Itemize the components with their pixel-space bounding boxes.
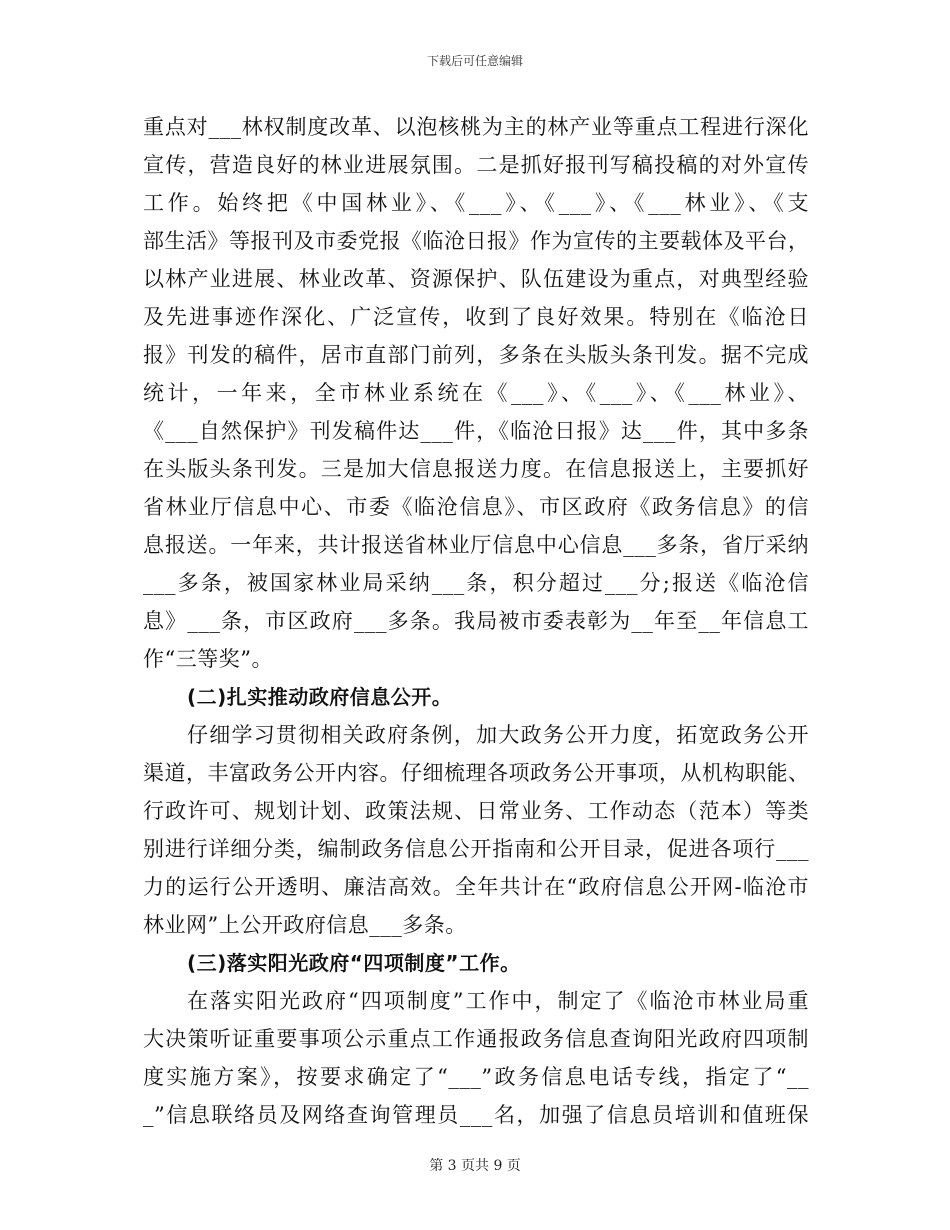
body-line: 《___自然保护》刊发稿件达___件，《临沧日报》达___件，其中多条 [143,419,809,443]
body-line: 作“三等奖”。 [143,647,273,671]
body-line: 部生活》等报刊及市委党报《临沧日报》作为宣传的主要载体及平台， [143,229,810,253]
body-line: 在落实阳光政府“四项制度”工作中，制定了《临沧市林业局重 [187,989,809,1013]
body-line: 息报送。一年来，共计报送省林业厅信息中心信息___多条，省厅采纳 [143,533,809,557]
body-line: 别进行详细分类，编制政务信息公开指南和公开目录，促进各项行___ [143,837,809,861]
body-line: _”信息联络员及网络查询管理员___名，加强了信息员培训和值班保 [143,1103,809,1127]
body-line: 息》___条，市区政府___多条。我局被市委表彰为__年至__年信息工 [143,609,809,633]
body-line: 宣传，营造良好的林业进展氛围。二是抓好报刊写稿投稿的对外宣传 [143,153,809,177]
section-heading: (三)落实阳光政府“四项制度”工作。 [187,951,521,975]
page-header: 下载后可任意编辑 [426,54,523,68]
page-number: 第 3 页共 9 页 [429,1158,521,1174]
body-line: 仔细学习贯彻相关政府条例，加大政务公开力度，拓宽政务公开 [187,723,809,747]
body-line: 大决策听证重要事项公示重点工作通报政务信息查询阳光政府四项制 [143,1027,809,1051]
body-line: 行政许可、规划计划、政策法规、日常业务、工作动态（范本）等类 [143,799,809,823]
body-line: 重点对___林权制度改革、以泡核桃为主的林产业等重点工程进行深化 [143,115,809,139]
body-line: 林业网”上公开政府信息___多条。 [143,913,467,937]
document-body [143,108,809,1134]
body-line: 及先进事迹作深化、广泛宣传，收到了良好效果。特别在《临沧日 [143,305,809,329]
body-line: 省林业厅信息中心、市委《临沧信息》、市区政府《政务信息》的信 [143,495,809,519]
body-line: ___多条，被国家林业局采纳___条，积分超过___分;报送《临沧信 [143,571,809,595]
section-heading: (二)扎实推动政府信息公开。 [187,685,453,709]
body-line: 统计，一年来，全市林业系统在《___》、《___》、《___林业》、 [143,381,809,405]
body-line: 渠道，丰富政务公开内容。仔细梳理各项政务公开事项，从机构职能、 [143,761,810,785]
body-line: 度实施方案》，按要求确定了“___”政务信息电话专线，指定了“__ [143,1065,809,1089]
body-line: 报》刊发的稿件，居市直部门前列，多条在头版头条刊发。据不完成 [143,343,809,367]
body-line: 以林产业进展、林业改革、资源保护、队伍建设为重点，对典型经验 [143,267,809,291]
body-line: 力的运行公开透明、廉洁高效。全年共计在“政府信息公开网-临沧市 [143,875,809,899]
body-line: 在头版头条刊发。三是加大信息报送力度。在信息报送上，主要抓好 [143,457,809,481]
body-line: 工作。始终把《中国林业》、《___》、《___》、《___林业》、《支 [143,191,809,215]
